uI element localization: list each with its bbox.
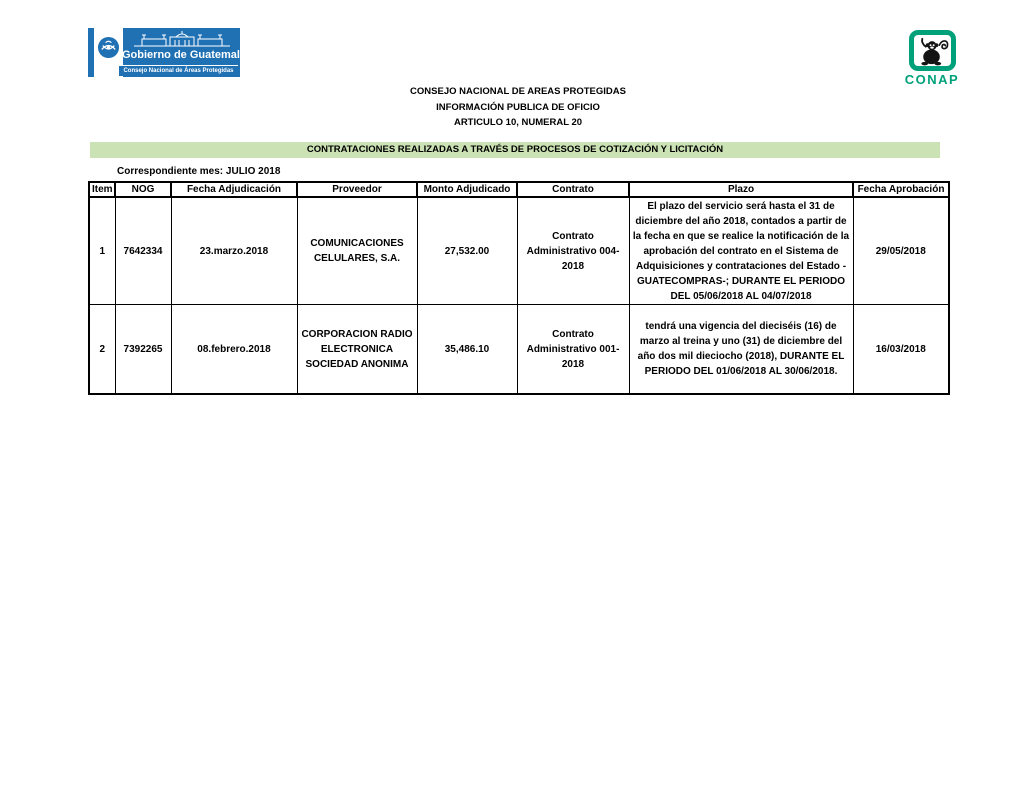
heading-line-org: CONSEJO NACIONAL DE AREAS PROTEGIDAS	[410, 86, 626, 97]
cell-fecha-adjudicacion: 23.marzo.2018	[171, 197, 297, 305]
cell-proveedor: CORPORACION RADIO ELECTRONICA SOCIEDAD ANONIMA	[297, 305, 417, 395]
cell-contrato: Contrato Administrativo 004-2018	[517, 197, 629, 305]
header-contrato: Contrato	[517, 182, 629, 197]
cell-nog: 7392265	[115, 305, 171, 395]
header-nog: NOG	[115, 182, 171, 197]
conap-logo-label: CONAP	[904, 72, 960, 87]
header-fecha-aprobacion: Fecha Aprobación	[853, 182, 949, 197]
document-heading	[262, 84, 774, 131]
cell-nog: 7642334	[115, 197, 171, 305]
cell-fecha-aprobacion: 29/05/2018	[853, 197, 949, 305]
cell-fecha-adjudicacion: 08.febrero.2018	[171, 305, 297, 395]
cell-monto-adjudicado: 35,486.10	[417, 305, 517, 395]
header-proveedor: Proveedor	[297, 182, 417, 197]
heading-line-info: INFORMACIÓN PUBLICA DE OFICIO	[436, 101, 600, 113]
contracts-table	[88, 181, 950, 395]
cell-contrato: Contrato Administrativo 001-2018	[517, 305, 629, 395]
header-item: Item	[89, 182, 115, 197]
guatemala-coat-of-arms-icon	[97, 36, 120, 59]
table-row	[89, 305, 949, 395]
cell-monto-adjudicado: 27,532.00	[417, 197, 517, 305]
conap-logo-frame	[909, 30, 956, 71]
spider-monkey-icon	[915, 36, 950, 66]
cell-plazo: El plazo del servicio será hasta el 31 de diciembre del año 2018, contados a partir de la fecha en que se realice la notificación de la aprobación del contrato en el Sistema de Adquisiciones y contrataciones del Estado - GUATECOMPRAS-; DURANTE EL PERIODO DEL 05/06/2018 AL 04/07/2018	[629, 197, 853, 305]
cell-fecha-aprobacion: 16/03/2018	[853, 305, 949, 395]
gobierno-logo-subtitle: Consejo Nacional de Áreas Protegidas	[119, 65, 238, 76]
gobierno-guatemala-logo	[88, 28, 247, 77]
gobierno-logo-title: Gobierno de Guatemala	[122, 49, 247, 61]
national-palace-icon	[132, 30, 232, 47]
cell-item: 2	[89, 305, 115, 395]
table-header-row	[89, 182, 949, 197]
cell-plazo: tendrá una vigencia del dieciséis (16) de marzo al treina y uno (31) de diciembre del año dos mil dieciocho (2018), DURANTE EL PERIODO DEL 01/06/2018 AL 30/06/2018.	[629, 305, 853, 395]
cell-proveedor: COMUNICACIONES CELULARES, S.A.	[297, 197, 417, 305]
contracts-banner-title: CONTRATACIONES REALIZADAS A TRAVÉS DE PROCESOS DE COTIZACIÓN Y LICITACIÓN	[90, 142, 940, 158]
header-fecha-adjudicacion: Fecha Adjudicación	[171, 182, 297, 197]
header-monto-adjudicado: Monto Adjudicado	[417, 182, 517, 197]
heading-line-article: ARTICULO 10, NUMERAL 20	[453, 117, 583, 128]
cell-item: 1	[89, 197, 115, 305]
table-row	[89, 197, 949, 305]
period-label: Correspondiente mes: JULIO 2018	[117, 166, 281, 177]
header-plazo: Plazo	[629, 182, 853, 197]
conap-logo	[903, 30, 961, 87]
